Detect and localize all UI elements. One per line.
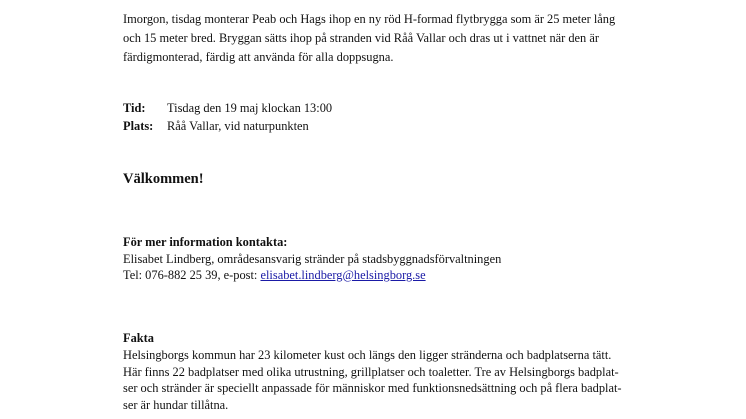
contact-email-link[interactable]: elisabet.lindberg@helsingborg.se	[260, 268, 426, 282]
facts-heading: Fakta	[123, 331, 154, 345]
contact-heading: För mer information kontakta:	[123, 235, 288, 249]
welcome-heading: Välkommen!	[123, 171, 204, 187]
facts-line: ser är hundar tillåtna.	[123, 397, 229, 412]
intro-paragraph	[123, 10, 615, 67]
contact-phone-line	[123, 267, 501, 283]
contact-name: Elisabet Lindberg, områdesansvarig stränder på stadsbyggnadsförvaltningen	[123, 252, 502, 266]
facts-line: Här finns 22 badplatser med olika utrustning, grillplatser och toaletter. Tre av Helsingborgs badplat-	[123, 364, 619, 379]
event-details	[123, 99, 332, 135]
contact-section	[123, 234, 501, 283]
intro-line: och 15 meter bred. Bryggan sätts ihop på stranden vid Råå Vallar och dras ut i vattnet när den är	[123, 31, 599, 45]
place-row	[123, 117, 332, 135]
time-row	[123, 99, 332, 117]
facts-line: Helsingborgs kommun har 23 kilometer kust och längs den ligger stränderna och badplatserna tätt.	[123, 348, 612, 362]
facts-section	[123, 330, 622, 413]
place-value: Råå Vallar, vid naturpunkten	[167, 119, 309, 133]
time-label: Tid:	[123, 101, 146, 115]
contact-phone: Tel: 076-882 25 39, e-post:	[123, 268, 261, 282]
intro-line: Imorgon, tisdag monterar Peab och Hags ihop en ny röd H-formad flytbrygga som är 25 meter lång	[123, 12, 616, 26]
facts-line: ser och stränder är speciellt anpassade för människor med funktionsnedsättning och på flera badplat-	[123, 381, 622, 395]
place-label: Plats:	[123, 119, 154, 133]
intro-line: färdigmonterad, färdig att använda för alla doppsugna.	[123, 50, 394, 64]
time-value: Tisdag den 19 maj klockan 13:00	[167, 101, 333, 115]
